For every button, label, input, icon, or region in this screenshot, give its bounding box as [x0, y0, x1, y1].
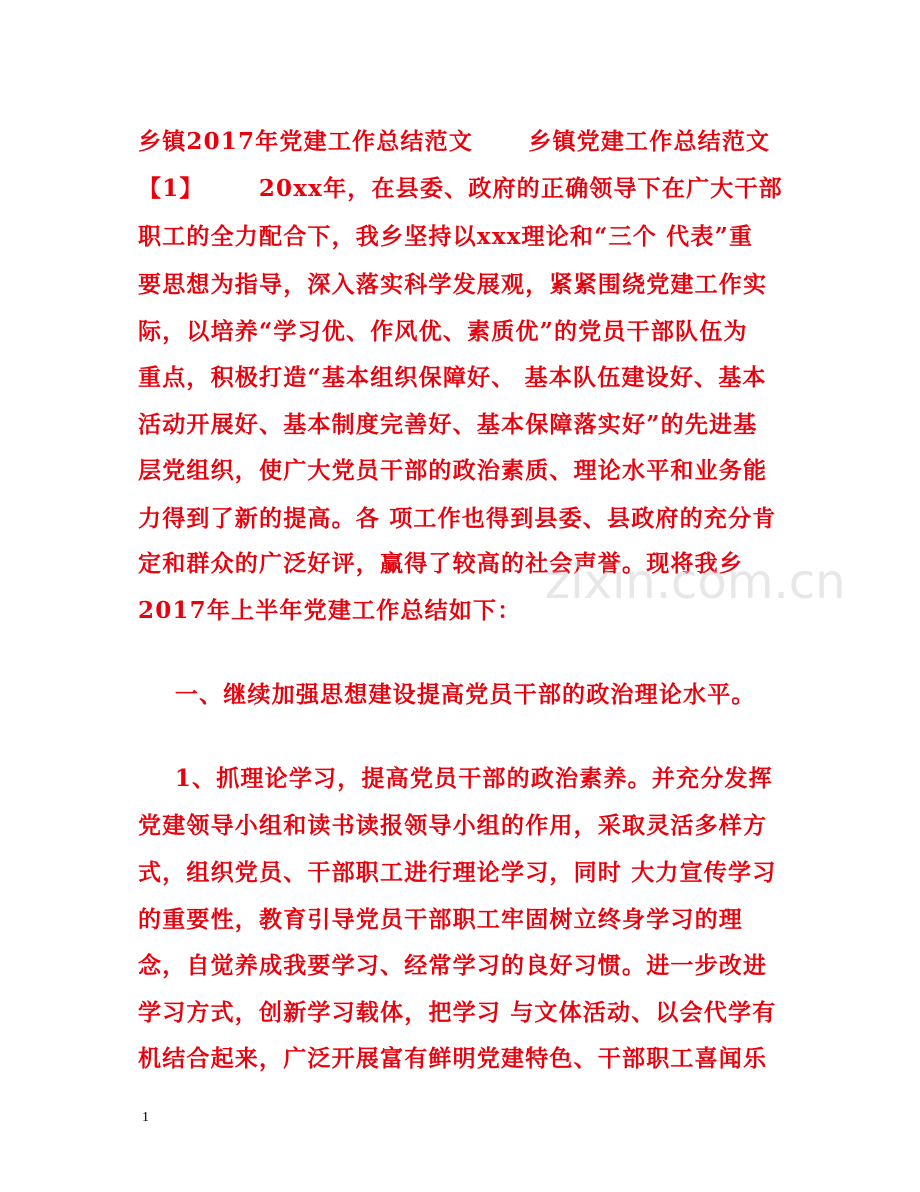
body-line: 念，自觉养成我要学习、经常学习的良好习惯。进一步改进 [138, 952, 768, 979]
body-line: 【1】 20xx年，在县委、政府的正确领导下在广大干部 [138, 175, 783, 202]
body-line: 职工的全力配合下，我乡坚持以xxx理论和“三个 代表”重 [138, 223, 754, 250]
section-heading: 一、继续加强思想建设提高党员干部的政治理论水平。 [138, 681, 756, 708]
page-number: 1 [142, 1110, 149, 1125]
body-line: 1、抓理论学习，提高党员干部的政治素养。并充分发挥 [138, 765, 773, 792]
watermark: zixin.com.cn [545, 554, 846, 610]
body-line: 党建领导小组和读书读报领导小组的作用，采取灵活多样方 [138, 812, 768, 839]
body-line: 的重要性，教育引导党员干部职工牢固树立终身学习的理 [138, 906, 743, 933]
body-line: 机结合起来，广泛开展富有鲜明党建特色、干部职工喜闻乐 [138, 1045, 768, 1072]
body-line: 力得到了新的提高。各 项工作也得到县委、县政府的充分肯 [138, 505, 777, 532]
body-line: 学习方式，创新学习载体，把学习 与文体活动、以会代学有 [138, 999, 777, 1026]
body-line: 层党组织，使广大党员干部的政治素质、理论水平和业务能 [138, 457, 768, 484]
body-line: 活动开展好、基本制度完善好、基本保障落实好”的先进基 [138, 411, 758, 438]
body-line: 要思想为指导，深入落实科学发展观，紧紧围绕党建工作实 [138, 271, 768, 298]
body-line: 重点，积极打造“基本组织保障好、 基本队伍建设好、基本 [138, 364, 767, 391]
body-line: 定和群众的广泛好评，赢得了较高的社会声誉。现将我乡 [138, 550, 743, 577]
body-line: 式，组织党员、干部职工进行理论学习，同时 大力宣传学习 [138, 859, 777, 886]
body-line: 2017年上半年党建工作总结如下： [138, 597, 522, 624]
body-line: 际，以培养“学习优、作风优、素质优”的党员干部队伍为 [138, 318, 748, 345]
title-line: 乡镇2017年党建工作总结范文 乡镇党建工作总结范文 [138, 128, 771, 155]
